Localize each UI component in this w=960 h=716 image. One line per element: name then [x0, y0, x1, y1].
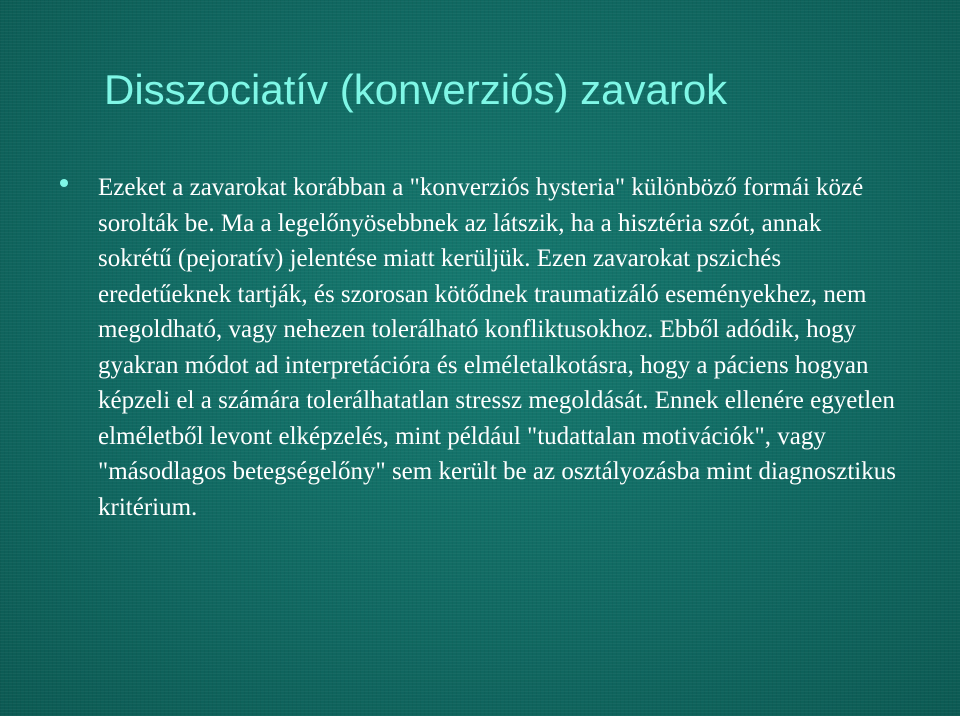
bullet-dot-icon [60, 179, 68, 187]
bullet-item [60, 170, 900, 525]
slide-title: Disszociatív (konverziós) zavarok [104, 66, 728, 113]
bullet-text: Ezeket a zavarokat korábban a "konverziós hysteria" különböző formái közé sorolták be. Ma a legelőnyösebbnek az látszik, ha a hisztéria szót, annak sokrétű (pejoratív) jelentése miatt kerüljük. Ezen zavarokat pszichés eredetűeknek tartják, és szorosan kötődnek traumatizáló eseményekhez, nem megoldható, vagy nehezen tolerálható konfliktusokhoz. Ebből adódik, hogy gyakran módot ad interpretációra és elméletalkotásra, hogy a páciens hogyan képzeli el a számára tolerálhatatlan stressz megoldását. Ennek ellenére egyetlen elméletből levont elképzelés, mint például "tudattalan motivációk", vagy "másodlagos betegségelőny" sem került be az osztályozásba mint diagnosztikus kritérium. [98, 174, 896, 521]
bullet-list [60, 170, 900, 525]
